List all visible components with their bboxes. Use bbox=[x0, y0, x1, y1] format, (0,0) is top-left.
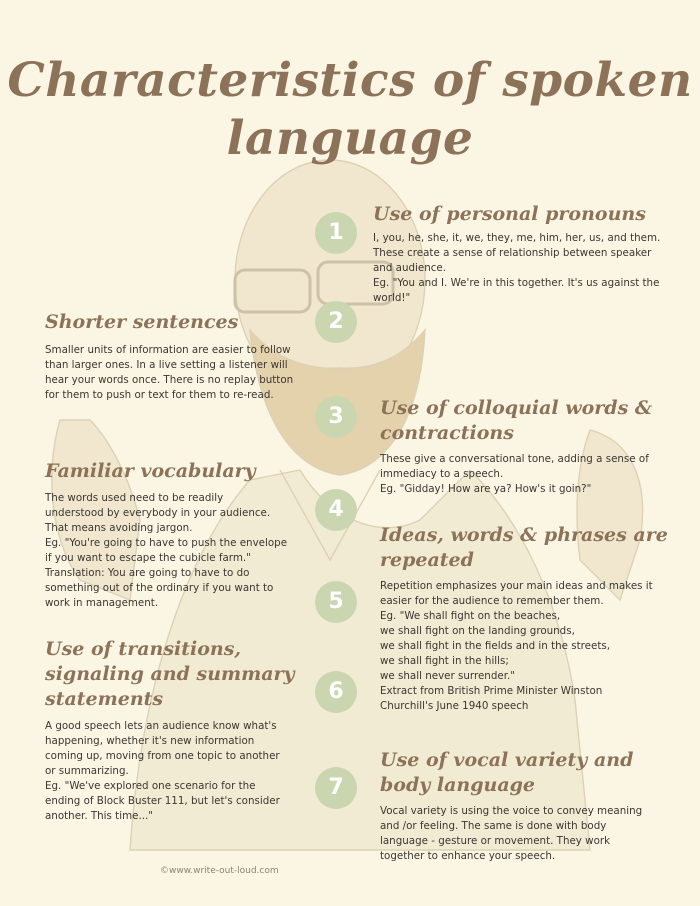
section-shorter-sentences bbox=[45, 310, 315, 403]
section-body bbox=[373, 231, 693, 306]
heading-line: Ideas, words & phrases are bbox=[380, 524, 668, 546]
body-line: and audience. bbox=[373, 262, 447, 274]
section-body bbox=[45, 343, 315, 403]
body-line: if you want to escape the cubicle farm." bbox=[45, 552, 251, 564]
body-line: hear your words once. There is no replay button bbox=[45, 374, 294, 386]
heading-line: Use of personal pronouns bbox=[373, 203, 646, 225]
body-line: and /or feeling. The same is done with body bbox=[380, 820, 607, 832]
body-line: Vocal variety is using the voice to convey meaning bbox=[380, 805, 643, 817]
body-line: together to enhance your speech. bbox=[380, 850, 556, 862]
body-line: coming up, moving from one topic to another bbox=[45, 750, 280, 762]
section-vocal-variety bbox=[380, 748, 695, 864]
body-line: something out of the ordinary if you want to bbox=[45, 582, 274, 594]
heading-line: Familiar vocabulary bbox=[45, 460, 256, 482]
body-line: That means avoiding jargon. bbox=[45, 522, 193, 534]
section-heading bbox=[380, 748, 695, 798]
section-personal-pronouns bbox=[373, 202, 693, 306]
heading-line: repeated bbox=[380, 549, 474, 571]
body-line: for them to push or text for them to re-read. bbox=[45, 389, 274, 401]
body-line: we shall fight in the fields and in the streets, bbox=[380, 640, 611, 652]
title-line-1: Characteristics of spoken bbox=[7, 53, 693, 108]
badge-5: 5 bbox=[315, 581, 357, 623]
section-heading bbox=[380, 523, 695, 573]
section-repeated-phrases bbox=[380, 523, 695, 714]
body-line: The words used need to be readily bbox=[45, 492, 224, 504]
body-line: easier for the audience to remember them. bbox=[380, 595, 604, 607]
body-line: Eg. "We've explored one scenario for the bbox=[45, 780, 256, 792]
body-line: work in management. bbox=[45, 597, 159, 609]
body-line: language - gesture or movement. They work bbox=[380, 835, 611, 847]
copyright-credit: ©www.write-out-loud.com bbox=[160, 866, 279, 876]
heading-line: Shorter sentences bbox=[45, 311, 239, 333]
section-transitions bbox=[45, 637, 315, 824]
body-line: we shall fight on the landing grounds, bbox=[380, 625, 575, 637]
section-heading bbox=[373, 202, 693, 227]
section-body bbox=[45, 491, 315, 611]
body-line: I, you, he, she, it, we, they, me, him, her, us, and them. bbox=[373, 232, 661, 244]
body-line: immediacy to a speech. bbox=[380, 468, 504, 480]
body-line: world!" bbox=[373, 292, 411, 304]
section-body bbox=[380, 579, 695, 714]
body-line: A good speech lets an audience know what's bbox=[45, 720, 277, 732]
body-line: These give a conversational tone, adding a sense of bbox=[380, 453, 649, 465]
title-line-2: language bbox=[226, 111, 474, 166]
body-line: Eg. "You're going to have to push the envelope bbox=[45, 537, 288, 549]
heading-line: signaling and summary bbox=[45, 663, 295, 685]
section-body bbox=[380, 452, 690, 497]
body-line: ending of Block Buster 111, but let's consider bbox=[45, 795, 280, 807]
heading-line: statements bbox=[45, 688, 164, 710]
body-line: than larger ones. In a live setting a listener will bbox=[45, 359, 288, 371]
heading-line: Use of transitions, bbox=[45, 638, 242, 660]
body-line: or summarizing. bbox=[45, 765, 129, 777]
section-heading bbox=[380, 396, 690, 446]
body-line: Eg. "You and I. We're in this together. It's us against the bbox=[373, 277, 660, 289]
page-title bbox=[0, 52, 700, 168]
body-line: we shall never surrender." bbox=[380, 670, 516, 682]
badge-3: 3 bbox=[315, 396, 357, 438]
heading-line: body language bbox=[380, 774, 536, 796]
body-line: Smaller units of information are easier to follow bbox=[45, 344, 291, 356]
badge-6: 6 bbox=[315, 671, 357, 713]
body-line: Repetition emphasizes your main ideas and makes it bbox=[380, 580, 653, 592]
body-line: Churchill's June 1940 speech bbox=[380, 700, 529, 712]
body-line: Translation: You are going to have to do bbox=[45, 567, 250, 579]
section-colloquial-words bbox=[380, 396, 690, 497]
body-line: Eg. "Gidday! How are ya? How's it goin?" bbox=[380, 483, 592, 495]
section-heading bbox=[45, 459, 315, 484]
section-body bbox=[380, 804, 695, 864]
badge-2: 2 bbox=[315, 301, 357, 343]
section-heading bbox=[45, 637, 315, 712]
heading-line: Use of vocal variety and bbox=[380, 749, 634, 771]
body-line: happening, whether it's new information bbox=[45, 735, 255, 747]
section-familiar-vocabulary bbox=[45, 459, 315, 611]
section-body bbox=[45, 719, 315, 824]
heading-line: Use of colloquial words & bbox=[380, 397, 653, 419]
body-line: Extract from British Prime Minister Winston bbox=[380, 685, 603, 697]
body-line: another. This time..." bbox=[45, 810, 154, 822]
badge-4: 4 bbox=[315, 489, 357, 531]
body-line: understood by everybody in your audience. bbox=[45, 507, 271, 519]
body-line: These create a sense of relationship between speaker bbox=[373, 247, 652, 259]
body-line: Eg. "We shall fight on the beaches, bbox=[380, 610, 561, 622]
body-line: we shall fight in the hills; bbox=[380, 655, 509, 667]
section-heading bbox=[45, 310, 315, 335]
badge-7: 7 bbox=[315, 767, 357, 809]
heading-line: contractions bbox=[380, 422, 514, 444]
badge-1: 1 bbox=[315, 212, 357, 254]
